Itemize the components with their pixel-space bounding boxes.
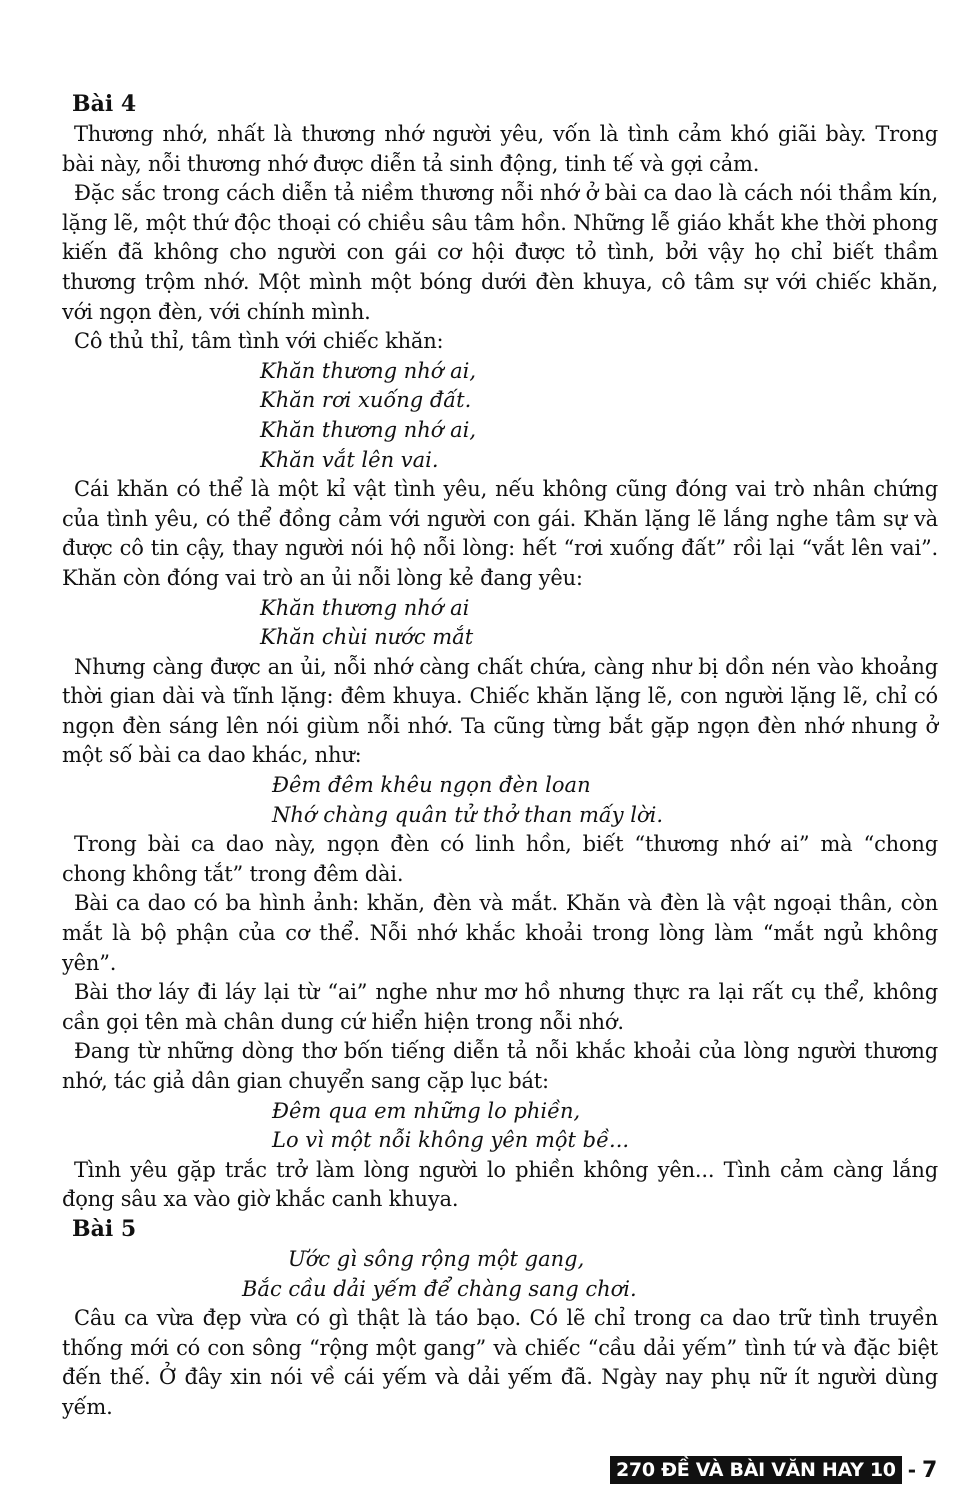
page-footer	[610, 1453, 937, 1487]
verse-line: Đêm đêm khêu ngọn đèn loan	[272, 773, 591, 798]
verse-line: Ước gì sông rộng một gang,	[288, 1246, 585, 1271]
section-heading-bai-4: Bài 4	[72, 91, 137, 117]
verse-line: Khăn vắt lên vai.	[260, 447, 439, 472]
book-title-badge: 270 ĐỀ VÀ BÀI VĂN HAY 10	[610, 1456, 902, 1484]
verse-line: Khăn thương nhớ ai	[260, 595, 470, 620]
verse-line: Đêm qua em những lo phiền,	[272, 1098, 581, 1123]
verse-block	[62, 594, 938, 653]
verse-block	[62, 1097, 938, 1156]
verse-line: Lo vì một nỗi không yên một bề...	[272, 1128, 630, 1153]
footer-separator: -	[907, 1458, 917, 1482]
verse-block	[62, 357, 938, 475]
verse-line: Khăn chùi nước mắt	[260, 625, 474, 650]
verse-line: Bắc cầu dải yếm để chàng sang chơi.	[242, 1276, 637, 1301]
paragraph: Bài ca dao có ba hình ảnh: khăn, đèn và mắt. Khăn và đèn là vật ngoại thân, còn mắt là bộ phận của cơ thể. Nỗi nhớ khắc khoải trong lòng làm “mắt ngủ không yên”.	[62, 891, 938, 975]
paragraph: Đặc sắc trong cách diễn tả niềm thương nỗi nhớ ở bài ca dao là cách nói thầm kín, lặng lẽ, một thứ độc thoại có chiều sâu tâm hồn. Những lễ giáo khắt khe thời phong kiến đã không cho người con gái cơ hội được tỏ tình, bởi vậy họ chỉ biết thầm thương trộm nhớ. Một mình một bóng dưới đèn khuya, cô tâm sự với chiếc khăn, với ngọn đèn, với chính mình.	[62, 181, 938, 324]
verse-block	[62, 1245, 938, 1304]
paragraph: Nhưng càng được an ủi, nỗi nhớ càng chất chứa, càng như bị dồn nén vào khoảng thời gian dài và tĩnh lặng: đêm khuya. Chiếc khăn lặng lẽ, con người lặng lẽ, chỉ có ngọn đèn sáng lên nói giùm nỗi nhớ. Ta cũng từng bắt gặp ngọn đèn nhớ nhung ở một số bài ca dao khác, như:	[62, 654, 938, 768]
page-content	[62, 90, 938, 1423]
paragraph: Trong bài ca dao này, ngọn đèn có linh hồn, biết “thương nhớ ai” mà “chong chong không tắt” trong đêm dài.	[62, 832, 938, 886]
paragraph: Đang từ những dòng thơ bốn tiếng diễn tả nỗi khắc khoải của lòng người thương nhớ, tác giả dân gian chuyển sang cặp lục bát:	[62, 1039, 938, 1093]
verse-line: Khăn rơi xuống đất.	[260, 388, 472, 413]
paragraph: Tình yêu gặp trắc trở làm lòng người lo phiền không yên... Tình cảm càng lắng đọng sâu xa vào giờ khắc canh khuya.	[62, 1157, 938, 1212]
verse-line: Khăn thương nhớ ai,	[260, 417, 476, 442]
verse-line: Nhớ chàng quân tử thở than mấy lời.	[272, 802, 664, 827]
paragraph: Câu ca vừa đẹp vừa có gì thật là táo bạo. Có lẽ chỉ trong ca dao trữ tình truyền thống mới có con sông “rộng một gang” và chiếc “cầu dải yếm” tình tứ và đặc biệt đến thế. Ở đây xin nói về cái yếm và dải yếm đã. Ngày nay phụ nữ ít người dùng yếm.	[62, 1306, 938, 1419]
paragraph: Bài thơ láy đi láy lại từ “ai” nghe như mơ hồ nhưng thực ra lại rất cụ thể, không cần gọi tên mà chân dung cứ hiển hiện trong nỗi nhớ.	[62, 980, 938, 1034]
verse-block	[62, 771, 938, 830]
verse-line: Khăn thương nhớ ai,	[260, 358, 476, 383]
page-number: 7	[922, 1457, 938, 1483]
paragraph: Cô thủ thỉ, tâm tình với chiếc khăn:	[74, 329, 444, 354]
paragraph: Cái khăn có thể là một kỉ vật tình yêu, nếu không cũng đóng vai trò nhân chứng của tình yêu, có thể đồng cảm với người con gái. Khăn lặng lẽ lắng nghe tâm sự và được cô tin cậy, thay người nói hộ nỗi lòng: hết “rơi xuống đất” rồi lại “vắt lên vai”. Khăn còn đóng vai trò an ủi nỗi lòng kẻ đang yêu:	[62, 477, 938, 590]
section-heading-bai-5: Bài 5	[72, 1215, 137, 1242]
paragraph: Thương nhớ, nhất là thương nhớ người yêu, vốn là tình cảm khó giãi bày. Trong bài này, nỗi thương nhớ được diễn tả sinh động, tinh tế và gợi cảm.	[62, 122, 938, 176]
